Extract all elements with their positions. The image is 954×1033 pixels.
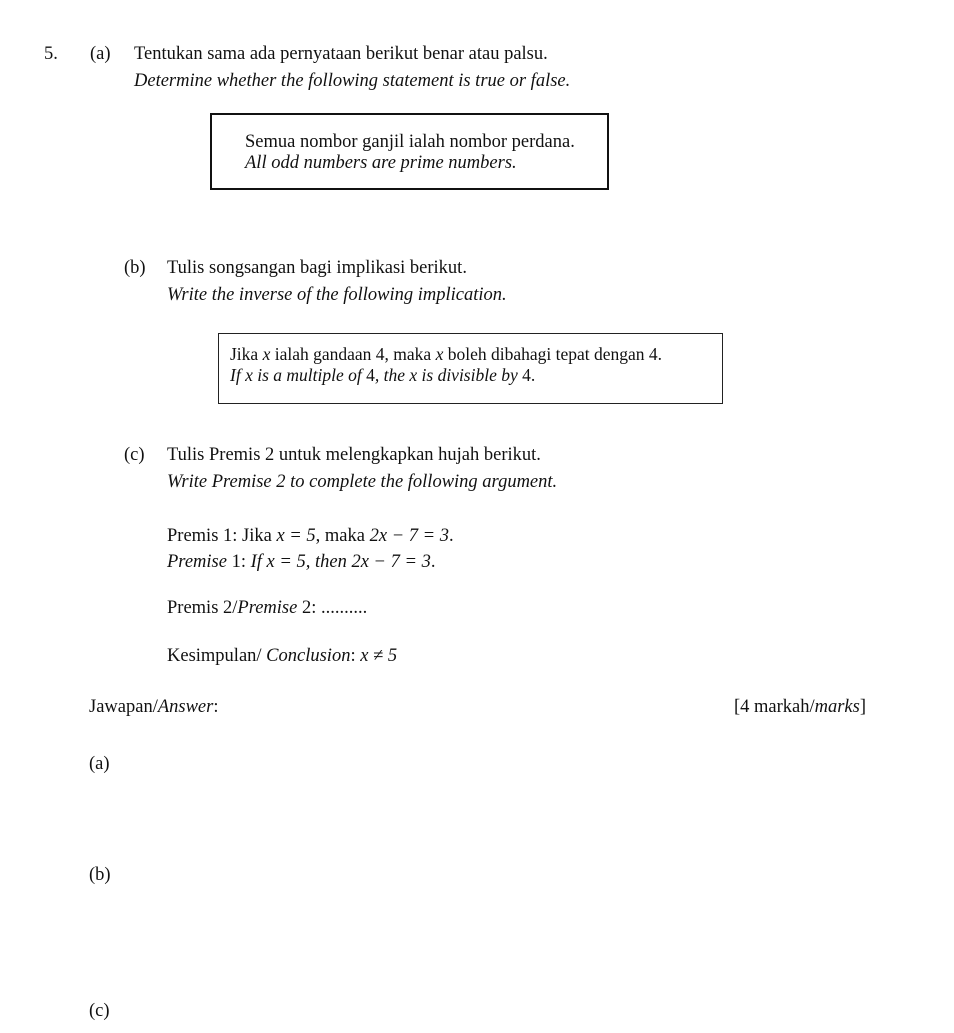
part-a-label: (a) — [90, 44, 111, 64]
equation-x-equals-5: x = 5 — [276, 526, 316, 546]
conclusion: Kesimpulan/ Conclusion: x ≠ 5 — [167, 646, 398, 666]
part-b-instruction-en: Write the inverse of the following implication. — [167, 285, 507, 305]
part-a-instruction-ms: Tentukan sama ada pernyataan berikut benar atau palsu. — [134, 44, 548, 64]
part-b-instruction-ms: Tulis songsangan bagi implikasi berikut. — [167, 258, 467, 278]
part-a-statement-box — [210, 113, 609, 190]
answer-part-a: (a) — [89, 754, 110, 774]
part-b-implication-en: If x is a multiple of 4, the x is divisible by 4. — [230, 365, 536, 385]
answer-part-c: (c) — [89, 1001, 110, 1021]
answer-label: Jawapan/Answer: — [89, 697, 219, 717]
equation-2x-minus-7: 2x − 7 = 3 — [369, 526, 450, 546]
question-number: 5. — [44, 44, 58, 64]
premise-1-en: Premise 1: If x = 5, then 2x − 7 = 3. — [167, 552, 436, 572]
part-b-implication-ms: Jika x ialah gandaan 4, maka x boleh dibahagi tepat dengan 4. — [230, 344, 663, 364]
part-a-statement-en: All odd numbers are prime numbers. — [245, 153, 517, 173]
answer-part-b: (b) — [89, 865, 111, 885]
part-c-instruction-en: Write Premise 2 to complete the following argument. — [167, 472, 558, 492]
part-a-statement-ms: Semua nombor ganjil ialah nombor perdana. — [245, 132, 575, 152]
equation-x-equals-5: x = 5 — [266, 552, 306, 572]
premise-1-ms: Premis 1: Jika x = 5, maka 2x − 7 = 3. — [167, 526, 454, 546]
variable-x: x — [435, 344, 444, 364]
part-b-label: (b) — [124, 258, 146, 278]
part-c-label: (c) — [124, 445, 145, 465]
equation-2x-minus-7: 2x − 7 = 3 — [351, 552, 431, 572]
part-a-instruction-en: Determine whether the following statement is true or false. — [134, 71, 571, 91]
equation-x-not-equal-5: x ≠ 5 — [360, 646, 398, 666]
part-b-implication-box — [218, 333, 723, 404]
variable-x: x — [262, 344, 271, 364]
premise-2: Premis 2/Premise 2: .......... — [167, 598, 368, 618]
marks-label: [4 markah/marks] — [733, 697, 866, 717]
part-c-instruction-ms: Tulis Premis 2 untuk melengkapkan hujah berikut. — [167, 445, 541, 465]
